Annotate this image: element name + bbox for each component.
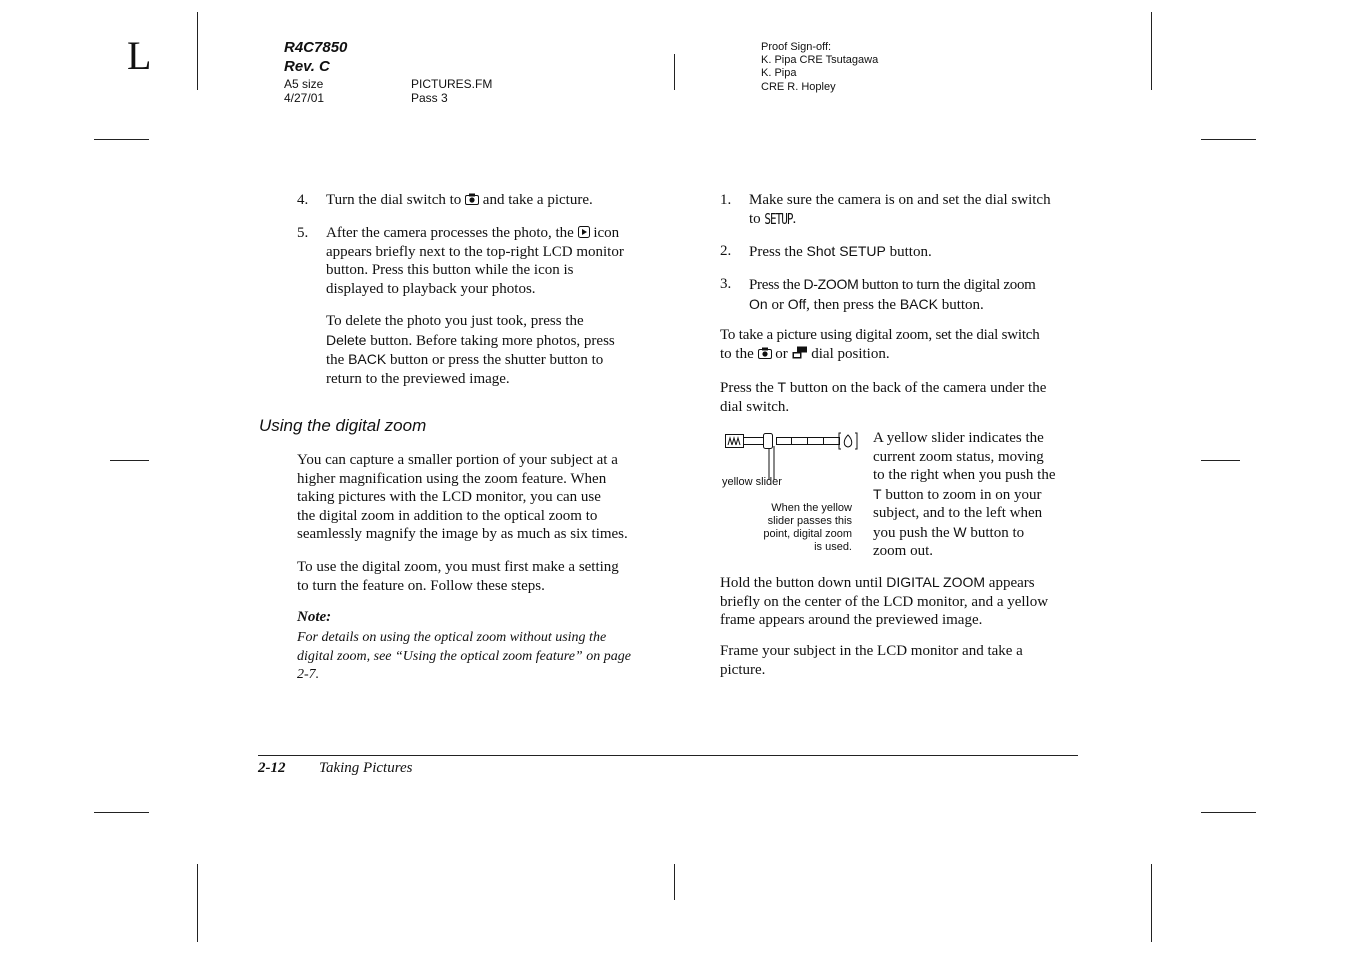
paragraph-line: briefly on the center of the LCD monitor, and a yellow — [720, 593, 1049, 610]
paragraph-text: you push the — [873, 524, 950, 541]
doc-date: 4/27/01 — [284, 91, 325, 105]
digital-zoom-indicator-ref: DIGITAL ZOOM — [886, 574, 986, 590]
zoom-segment — [777, 438, 792, 445]
hold-paragraph — [720, 573, 1080, 630]
footer-rule — [258, 755, 1078, 756]
zoom-segment — [824, 438, 840, 445]
doc-header — [284, 41, 347, 74]
note-text — [297, 629, 657, 685]
step-text-part: After the camera processes the photo, the — [326, 225, 574, 241]
t-button-ref: T — [777, 379, 787, 395]
zoom-segment — [792, 438, 808, 445]
back-button-ref: BACK — [899, 295, 938, 312]
proof-line: CRE R. Hopley — [761, 80, 836, 93]
t-button-paragraph — [720, 378, 1080, 416]
lcd-monitor-icon — [792, 346, 808, 359]
step-line: Make sure the camera is on and set the dial switch — [749, 192, 1051, 208]
step-text-part: or — [771, 296, 784, 313]
step-text-part: button to turn the digital zoom — [861, 277, 1036, 293]
paragraph-line: to turn the feature on. Follow these steps. — [297, 577, 545, 594]
slider-label: yellow slider — [722, 476, 782, 488]
chapter-title: Taking Pictures — [319, 760, 413, 776]
crop-mark — [110, 460, 149, 461]
paragraph-line: Frame your subject in the LCD monitor and take a — [720, 643, 1023, 659]
step-line: button. Press this button while the icon is — [326, 262, 574, 278]
paragraph-line: higher magnification using the zoom feature. When — [297, 470, 607, 487]
paragraph-text: the — [326, 352, 345, 368]
step-number: 4. — [297, 192, 309, 208]
crop-mark — [1151, 864, 1152, 942]
intro-paragraph — [297, 451, 657, 544]
caption-line: point, digital zoom — [763, 528, 852, 540]
delete-button-ref: Delete — [326, 331, 367, 348]
crop-mark — [1201, 139, 1256, 140]
step-number: 3. — [720, 276, 732, 292]
shot-setup-button-ref: Shot SETUP — [806, 243, 886, 259]
paragraph-line: to the right when you push the — [873, 467, 1056, 483]
paragraph-text: button on the back of the camera under the — [789, 380, 1047, 396]
step-line: displayed to playback your photos. — [326, 280, 536, 297]
paragraph-line: To take a picture using digital zoom, set the dial switch — [720, 327, 1040, 343]
w-button-ref: W — [953, 523, 967, 540]
step-text — [749, 242, 932, 262]
crop-mark — [1201, 460, 1240, 461]
step-text — [749, 275, 1079, 314]
doc-id: R4C7850 — [284, 39, 348, 56]
step-text-part: and take a picture. — [482, 192, 593, 208]
paragraph-line: A yellow slider indicates the — [873, 430, 1044, 446]
crop-mark — [674, 864, 675, 900]
step-text-part: Press the — [749, 277, 801, 293]
caption-line: When the yellow — [771, 502, 852, 514]
paragraph-text: to the — [720, 345, 754, 362]
step-text — [326, 191, 593, 210]
paragraph-text: Hold the button down until — [720, 575, 883, 591]
step-text — [749, 191, 1079, 229]
paragraph-line: To delete the photo you just took, press the — [326, 313, 584, 329]
paragraph-line: seamlessly magnify the image by as much as six times. — [297, 526, 628, 542]
frame-paragraph — [720, 642, 1080, 679]
setting-paragraph — [297, 558, 657, 595]
step-text-part: button. — [889, 244, 932, 260]
t-button-ref: T — [873, 485, 882, 502]
paragraph-line: current zoom status, moving — [873, 448, 1044, 465]
proof-line: K. Pipa — [761, 67, 797, 80]
paragraph-line: dial switch. — [720, 398, 790, 415]
camera-icon — [465, 193, 479, 205]
proof-line: K. Pipa CRE Tsutagawa — [761, 54, 879, 67]
step-text-part: button. — [941, 296, 984, 313]
back-button-ref: BACK — [348, 351, 387, 367]
step-number: 2. — [720, 243, 732, 259]
paragraph-line: frame appears around the previewed image. — [720, 612, 983, 628]
step-text-part: Turn the dial switch to — [326, 192, 462, 208]
note-label: Note: — [297, 609, 332, 625]
paragraph-text: button to zoom in on your — [885, 486, 1042, 503]
page-number: 2-12 — [258, 760, 286, 776]
camera-icon — [758, 347, 772, 359]
step-number: 1. — [720, 192, 732, 208]
crop-mark — [197, 12, 198, 90]
note-line: 2-7. — [297, 667, 320, 682]
step-text-part: , then press the — [806, 296, 897, 313]
paragraph-line: taking pictures with the LCD monitor, you can use — [297, 489, 601, 505]
section-title: Using the digital zoom — [259, 416, 427, 435]
setup-dial-glyph: SETUP — [764, 209, 793, 228]
doc-file: PICTURES.FM — [411, 77, 493, 91]
step-line: appears briefly next to the top-right LCD monitor — [326, 243, 624, 260]
crop-mark — [94, 139, 149, 140]
step-text-part: icon — [593, 225, 620, 241]
zoom-segment — [808, 438, 824, 445]
paragraph-text: dial position. — [811, 345, 890, 362]
figure-description — [873, 429, 1078, 561]
step-text-part: to — [749, 210, 761, 227]
zoom-segment — [744, 438, 764, 445]
crop-mark — [1201, 812, 1256, 813]
paragraph-line: zoom out. — [873, 543, 933, 559]
step-text-part: Press the — [749, 244, 803, 260]
paragraph-line: the digital zoom in addition to the optical zoom to — [297, 507, 598, 524]
proof-signoff — [761, 41, 878, 94]
step-text — [326, 224, 658, 298]
paragraph-text: button or press the shutter button to — [389, 352, 604, 368]
paragraph-line: You can capture a smaller portion of your subject at a — [297, 452, 618, 468]
on-option-ref: On — [749, 295, 768, 312]
proof-line: Proof Sign-off: — [761, 41, 832, 53]
crop-mark — [197, 864, 198, 942]
delete-paragraph — [326, 312, 658, 388]
caption-line: slider passes this — [767, 515, 852, 527]
paragraph-text: button to — [970, 524, 1025, 541]
margin-letter: L — [127, 33, 152, 78]
paragraph-text: or — [775, 345, 788, 362]
paragraph-text: appears — [988, 575, 1035, 591]
paragraph-text: Press the — [720, 380, 774, 396]
caption-line: is used. — [814, 541, 852, 553]
paragraph-line: picture. — [720, 661, 766, 678]
doc-rev: Rev. C — [284, 57, 330, 75]
paragraph-line: subject, and to the left when — [873, 505, 1043, 521]
paragraph-text: button. Before taking more photos, press — [370, 332, 615, 349]
note-line: digital zoom, see “Using the optical zoom feature” on page — [297, 648, 631, 664]
zoom-bar-figure — [724, 430, 862, 482]
doc-size: A5 size — [284, 77, 324, 91]
step-number: 5. — [297, 225, 309, 241]
playback-icon — [578, 226, 590, 238]
d-zoom-button-ref: D-ZOOM — [803, 276, 859, 292]
tele-icon — [839, 433, 857, 449]
trees-icon — [728, 438, 740, 445]
step-text-part: . — [792, 210, 797, 227]
paragraph-line: To use the digital zoom, you must first make a setting — [297, 559, 619, 575]
doc-pass: Pass 3 — [411, 91, 448, 105]
dial-paragraph — [720, 326, 1080, 363]
crop-mark — [674, 54, 675, 90]
paragraph-line: return to the previewed image. — [326, 370, 510, 387]
crop-mark — [1151, 12, 1152, 90]
off-option-ref: Off — [787, 295, 807, 312]
note-line: For details on using the optical zoom without using the — [297, 630, 607, 645]
threshold-label — [740, 502, 852, 554]
crop-mark — [94, 812, 149, 813]
yellow-slider-marker — [764, 434, 773, 449]
